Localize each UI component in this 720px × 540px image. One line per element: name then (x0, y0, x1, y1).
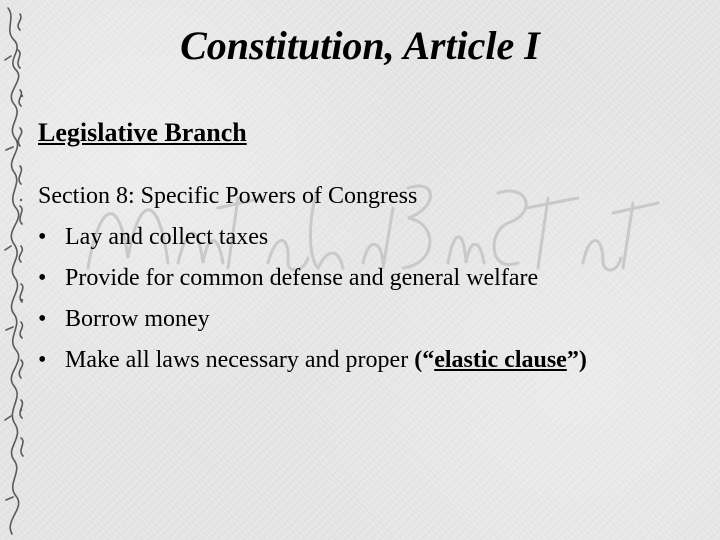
list-item-text: Lay and collect taxes (65, 224, 269, 250)
list-item (38, 340, 698, 381)
list-item-text: Borrow money (65, 306, 210, 332)
bullet-icon: • (38, 347, 47, 373)
bullet-icon: • (38, 265, 47, 291)
bullet-icon: • (38, 306, 47, 332)
side-script-flourish (0, 0, 30, 540)
slide-title: Constitution, Article I (180, 23, 540, 68)
bullet-list (38, 217, 698, 381)
list-item-text: Make all laws necessary and proper (65, 347, 415, 373)
open-quote: (“ (414, 347, 435, 373)
close-quote: ”) (566, 347, 587, 373)
bullet-icon: • (38, 224, 47, 250)
elastic-clause-term: elastic clause (434, 347, 567, 373)
side-script-decoration (0, 0, 30, 540)
slide-subtitle: Legislative Branch (38, 118, 247, 147)
slide-body (38, 176, 698, 381)
list-item (38, 217, 698, 258)
list-item (38, 258, 698, 299)
list-item (38, 299, 698, 340)
section-heading: Section 8: Specific Powers of Congress (38, 183, 418, 209)
list-item-text: Provide for common defense and general welfare (65, 265, 539, 291)
